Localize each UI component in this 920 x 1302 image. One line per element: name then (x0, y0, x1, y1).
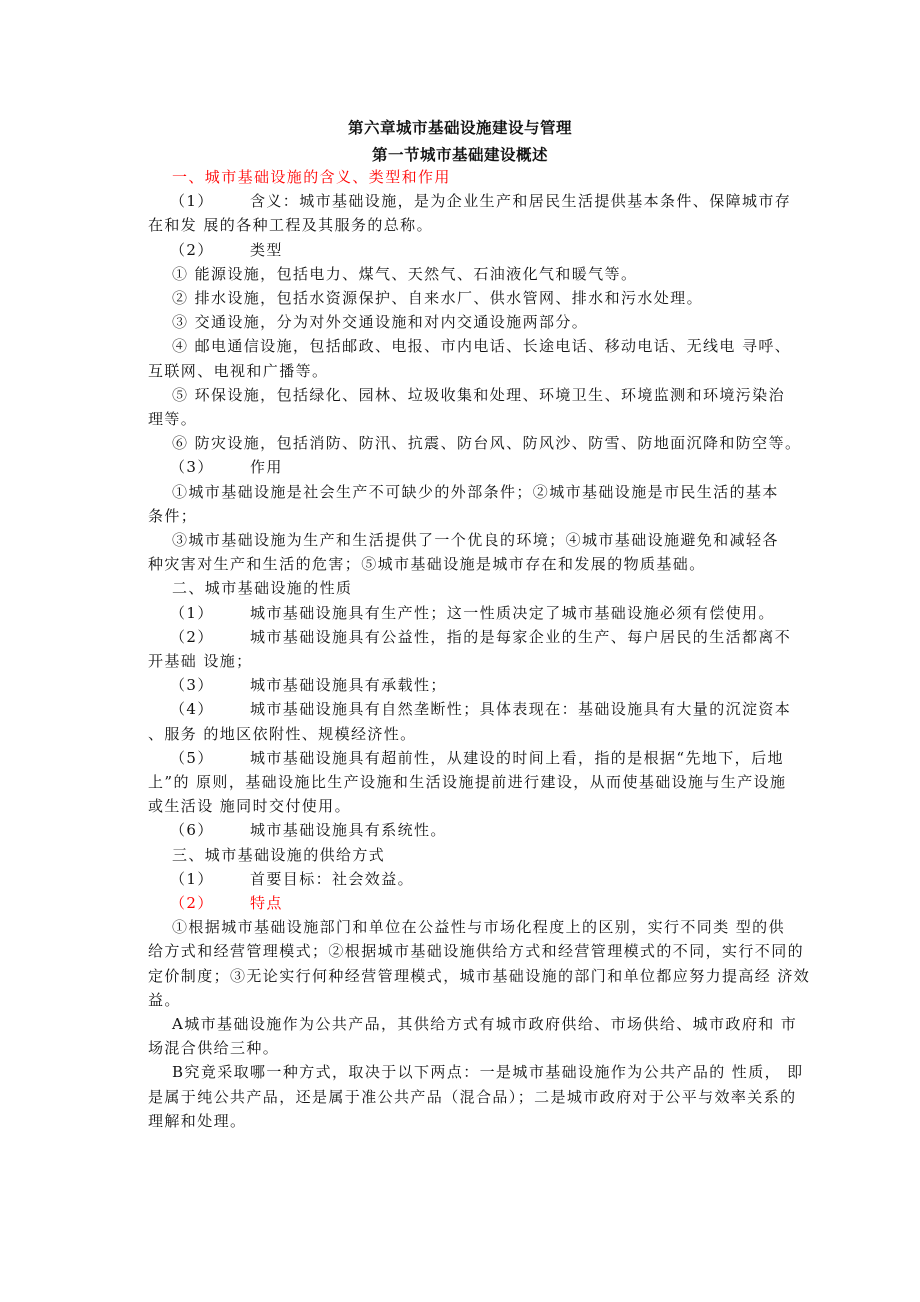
text-line (0, 189, 920, 213)
paragraph-continuation: 开基础 设施； (148, 652, 253, 670)
text-line (0, 213, 920, 237)
paragraph-continuation: 种灾害对生产和生活的危害；⑤城市基础设施是城市存在和发展的物质基础。 (148, 555, 706, 574)
text-line (0, 310, 920, 334)
paragraph-text: A城市基础设施作为公共产品，其供给方式有城市政府供给、市场供给、城市政府和 市 (172, 1015, 798, 1033)
paragraph-continuation: 上”的 原则，基础设施比生产设施和生活设施提前进行建设，从而使基础设施与生产设施 (148, 773, 787, 791)
text-line (0, 1036, 920, 1060)
paragraph-continuation: 理解和处理。 (148, 1111, 247, 1130)
text-line (0, 843, 920, 867)
paragraph-text: ⑥ 防灾设施，包括消防、防汛、抗震、防台风、防风沙、防雪、防地面沉降和防空等。 (172, 434, 802, 453)
item-text: 作用 (250, 458, 283, 477)
item-number: （6） (170, 821, 214, 840)
text-line (0, 286, 920, 310)
text-line (0, 552, 920, 576)
text-line (0, 359, 920, 383)
item-number: （1） (170, 869, 214, 888)
text-line (0, 891, 920, 915)
text-line (0, 746, 920, 770)
text-line (0, 770, 920, 794)
item-text: 城市基础设施具有系统性。 (250, 821, 447, 840)
paragraph-text: ③ 交通设施，分为对外交通设施和对内交通设施两部分。 (172, 313, 589, 332)
text-line (0, 964, 920, 988)
paragraph-text: ⑤ 环保设施，包括绿化、园林、垃圾收集和处理、环境卫生、环境监测和环境污染治 (172, 385, 785, 404)
item-number: （2） (170, 894, 214, 912)
item-text: 城市基础设施具有自然垄断性；具体表现在：基础设施具有大量的沉淀资本 (250, 700, 792, 719)
item-text: 类型 (250, 240, 283, 259)
item-text: 特点 (250, 894, 283, 912)
title-text: 第一节城市基础建设概述 (371, 145, 548, 164)
text-line (0, 915, 920, 939)
paragraph-text: ④ 邮电通信设施，包括邮政、电报、市内电话、长途电话、移动电话、无线电 寻呼、 (172, 337, 792, 356)
text-line (0, 794, 920, 818)
text-line (0, 480, 920, 504)
text-line (0, 165, 920, 189)
text-line (0, 1012, 920, 1036)
item-text: 城市基础设施具有生产性；这一性质决定了城市基础设施必须有偿使用。 (250, 603, 775, 622)
text-line (0, 431, 920, 455)
item-text: 首要目标：社会效益。 (250, 869, 415, 888)
text-line (0, 528, 920, 552)
paragraph-continuation: 定价制度；③无论实行何种经营管理模式，城市基础设施的部门和单位都应努力提高经 济效 (148, 966, 811, 985)
text-line (0, 238, 920, 262)
chapter-title (0, 116, 920, 140)
paragraph-continuation: 给方式和经营管理模式；②根据城市基础设施供给方式和经营管理模式的不同，实行不同的 (148, 942, 805, 961)
item-text: 城市基础设施具有超前性，从建设的时间上看，指的是根据“先地下，后地 (250, 748, 784, 767)
paragraph-text: 一、城市基础设施的含义、类型和作用 (172, 168, 451, 186)
item-text: 城市基础设施具有公益性，指的是每家企业的生产、每户居民的生活都离不 (250, 627, 792, 646)
item-number: （3） (170, 676, 214, 695)
paragraph-continuation: 是属于纯公共产品，还是属于准公共产品（混合品）；二是城市政府对于公平与效率关系的 (148, 1087, 797, 1106)
text-line (0, 867, 920, 891)
text-line (0, 697, 920, 721)
item-text: 含义：城市基础设施，是为企业生产和居民生活提供基本条件、保障城市存 (250, 192, 792, 211)
paragraph-text: ① 能源设施，包括电力、煤气、天然气、石油液化气和暖气等。 (172, 264, 638, 283)
item-number: （2） (170, 627, 214, 646)
text-line (0, 262, 920, 286)
paragraph-text: 二、城市基础设施的性质 (172, 579, 353, 598)
paragraph-continuation: 场混合供给三种。 (148, 1039, 280, 1058)
text-line (0, 407, 920, 431)
title-text: 第六章城市基础设施建设与管理 (347, 118, 572, 137)
text-line (0, 673, 920, 697)
paragraph-continuation: 、服务 的地区依附性、规模经济性。 (148, 724, 417, 743)
paragraph-continuation: 条件； (148, 506, 198, 525)
paragraph-text: 三、城市基础设施的供给方式 (172, 845, 386, 864)
text-line (0, 504, 920, 528)
paragraph-continuation: 理等。 (148, 410, 198, 428)
text-line (0, 576, 920, 600)
item-number: （2） (170, 240, 214, 259)
text-line (0, 818, 920, 842)
text-line (0, 383, 920, 407)
item-number: （5） (170, 748, 214, 767)
text-line (0, 625, 920, 649)
text-line (0, 1060, 920, 1084)
paragraph-text: ①根据城市基础设施部门和单位在公益性与市场化程度上的区别，实行不同类 型的供 (172, 918, 785, 937)
paragraph-continuation: 互联网、电视和广播等。 (148, 361, 329, 380)
item-number: （3） (170, 458, 214, 477)
section-title (0, 143, 920, 167)
paragraph-text: ③城市基础设施为生产和生活提供了一个优良的环境；④城市基础设施避免和减轻各 (172, 531, 779, 549)
paragraph-continuation: 在和发 展的各种工程及其服务的总称。 (148, 216, 433, 235)
text-line (0, 455, 920, 479)
paragraph-text: ①城市基础设施是社会生产不可缺少的外部条件；②城市基础设施是市民生活的基本 (172, 482, 779, 501)
paragraph-text: B究竟采取哪一种方式，取决于以下两点：一是城市基础设施作为公共产品的 性质， 即 (172, 1063, 804, 1082)
text-line (0, 988, 920, 1012)
item-number: （4） (170, 700, 214, 719)
text-line (0, 601, 920, 625)
text-line (0, 722, 920, 746)
paragraph-text: ② 排水设施，包括水资源保护、自来水厂、供水管网、排水和污水处理。 (172, 289, 703, 307)
item-text: 城市基础设施具有承载性； (250, 676, 447, 695)
text-line (0, 334, 920, 358)
text-line (0, 649, 920, 673)
paragraph-continuation: 益。 (148, 990, 181, 1009)
text-line (0, 939, 920, 963)
item-number: （1） (170, 603, 214, 622)
item-number: （1） (170, 192, 214, 211)
text-line (0, 1085, 920, 1109)
text-line (0, 1109, 920, 1133)
paragraph-continuation: 或生活设 施同时交付使用。 (148, 797, 351, 816)
